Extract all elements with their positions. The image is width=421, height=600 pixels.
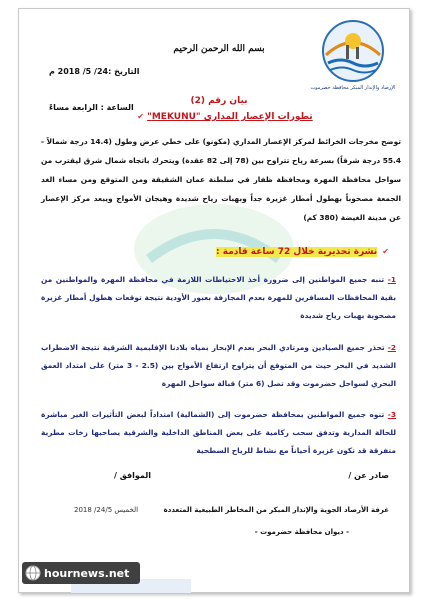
issued-by-label: صادر عن /: [348, 471, 389, 480]
issuing-organization: غرفة الأرصاد الجوية والإنذار المبكر من المخاطر الطبيعية المتعددة: [163, 506, 389, 514]
globe-icon: [25, 565, 41, 581]
date-approved-label: الموافق /: [114, 471, 152, 480]
document-page: [18, 8, 410, 593]
bulletin-item: [41, 339, 396, 393]
bulletin-heading: [189, 247, 389, 257]
logo-caption: الإرصاد والإنذار المبكر محافظة حضرموت: [310, 85, 396, 91]
bismillah: بسم الله الرحمن الرحيم: [173, 44, 265, 54]
statement-title-text: تطورات الإعصار المداري "MEKUNU": [147, 112, 313, 122]
situation-paragraph: توضح مخرجات الخرائط لمركز الإعصار المداري (مكونو) على خطي عرض وطول (14.4 درجة شمالاً - 55.4 درجة شرقاً) بسرعة رياح تتراوح بين (78 إلى 82 عقدة) ويتحرك باتجاه شمال شرق ليقترب من سواحل محافظة المهرة ومحافظة ظفار في سلطنة عمان الشقيقة ومن المتوقع ومن مساء الغد الجمعة مصحوباً بهطول أمطار غزيرة جداً وبهبات رياح شديدة وهيجان الأمواج ويبعد مركز الإعصار عن مدينة الغيضة (380 كم): [41, 137, 401, 222]
bulletin-item-text: تنبه جميع المواطنين إلى ضرورة أخذ الاحتياطات اللازمة في محافظة المهرة والمواطنين من بقية المحافظات المسافرين للمهرة بعدم المجازفة بعبور الأودية نتيجة توقعات هطول أمطار غزيرة مصحوبة بهبات رياح شديدة: [41, 275, 396, 320]
bulletin-item-text: تنوه جميع المواطنين بمحافظة حضرموت إلى (الشمالية) امتداداً لبعض التأثيرات الغير مباشرة للحالة المدارية وتدفق سحب ركامية على بعض المناطق الداخلية والشرقية يصاحبها زخات مطرية متفرقة قد تكون غزيرة أحياناً مع نشاط للرياح السطحية: [41, 410, 396, 455]
bulletin-item-text: تحذر جميع الصيادين ومرتادي البحر بعدم الإبحار بمياه بلادنا الإقليمية الشرقية نتيجة الاضطراب الشديد في البحر حيث من المتوقع أن يتراوح ارتفاع الأمواج بين (2.5 - 3 متر) على امتداد العمق البحري لسواحل حضرموت وقد تصل (6 متر) قبالة سواحل المهرة: [41, 343, 396, 388]
bulletin-heading-text: نشرة تحذيرية خلال 72 ساعة قادمة :: [216, 247, 378, 257]
bulletin-item: [41, 406, 396, 460]
date-line: التاريخ :24/ 5/ 2018 م: [49, 67, 140, 76]
issue-date: الخميس 24/5/ 2018: [74, 506, 139, 514]
site-watermark-text: hournews.net: [44, 566, 130, 580]
bulletin-item: [41, 271, 396, 325]
site-watermark-badge: [22, 562, 140, 584]
bulletin-item-number: 2-: [387, 343, 396, 352]
bulletin-item-number: 3-: [387, 410, 396, 419]
statement-title: [109, 112, 339, 122]
checkmark-icon: ✔: [137, 112, 144, 121]
meteorology-logo: [306, 15, 401, 85]
checkmark-icon: ✔: [382, 247, 389, 256]
bulletin-item-number: 1-: [387, 275, 396, 284]
time-line: الساعة : الرابعة مساءً: [49, 103, 134, 112]
statement-number: بيان رقم (2): [190, 96, 248, 106]
governorate-office: - ديوان محافظة حضرموت -: [254, 528, 349, 536]
